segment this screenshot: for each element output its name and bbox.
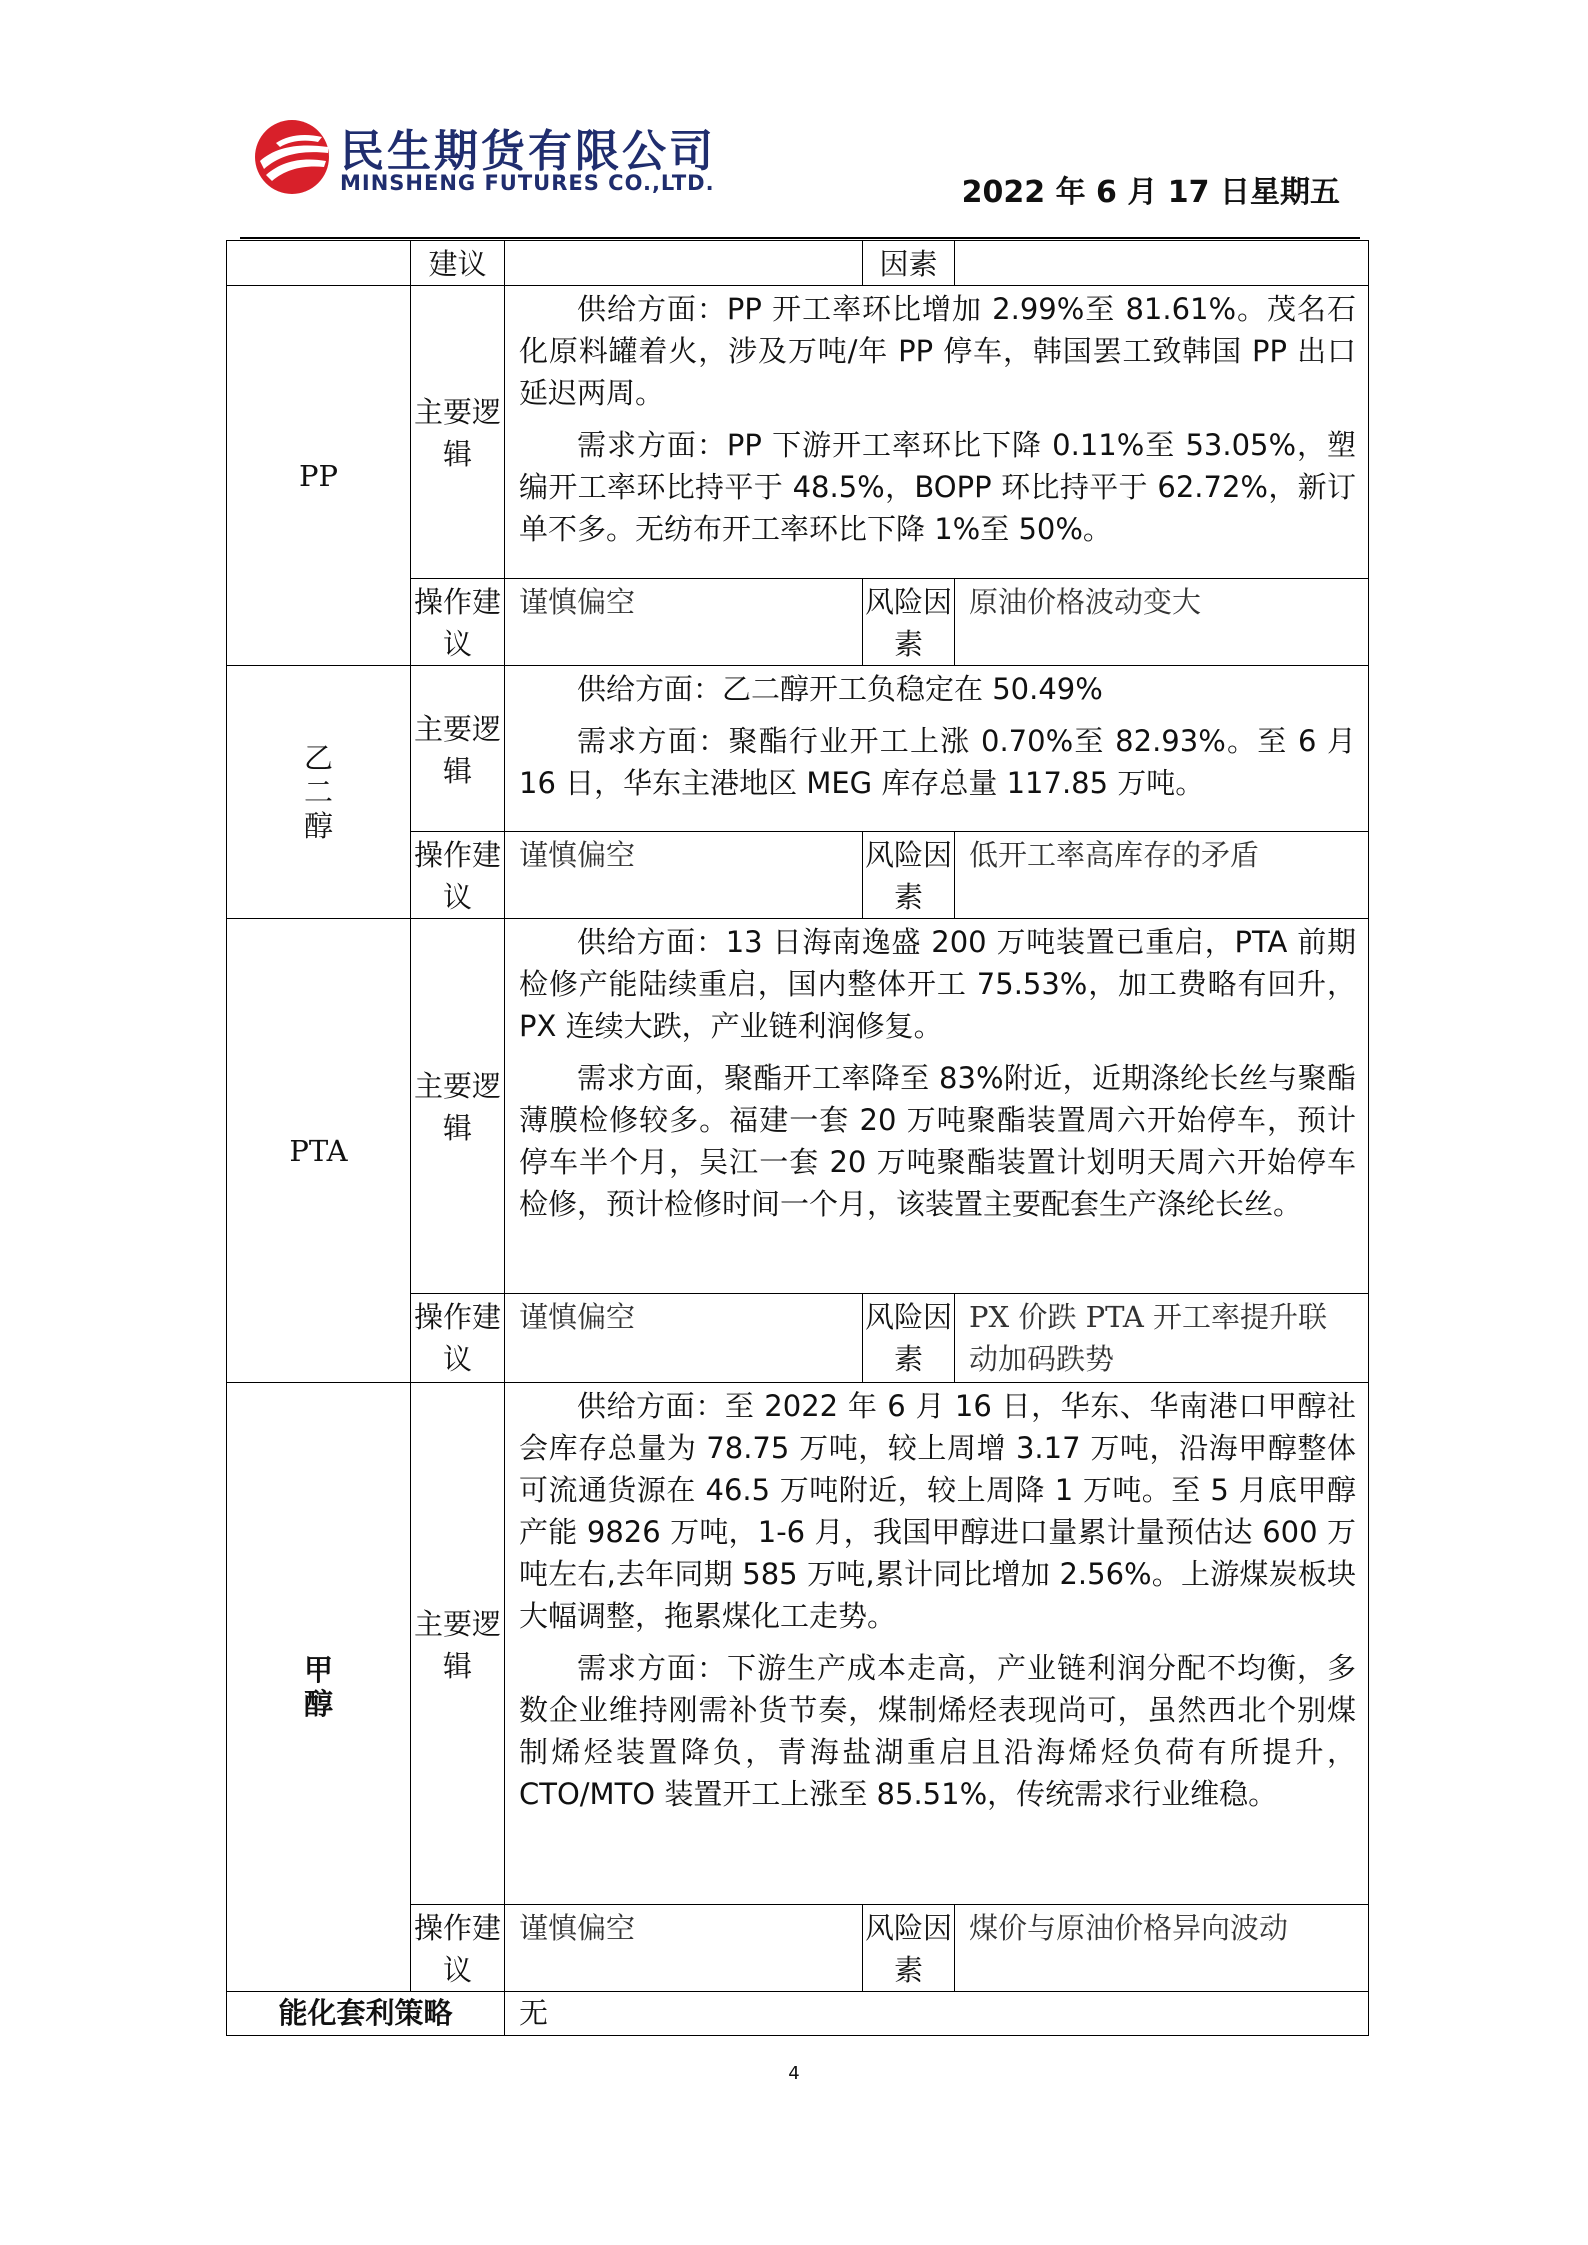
table-row-meg-logic [227, 666, 1369, 832]
label-main-logic: 主要逻辑 [411, 919, 505, 1294]
operation-value-methanol: 谨慎偏空 [505, 1905, 863, 1992]
label-main-logic: 主要逻辑 [411, 666, 505, 832]
product-name-meg: 乙二醇 [227, 666, 411, 919]
table-cell-empty [505, 241, 863, 286]
operation-value-meg: 谨慎偏空 [505, 832, 863, 919]
company-name-cn: 民生期货有限公司 [340, 126, 716, 177]
operation-value-pta: 谨慎偏空 [505, 1294, 863, 1383]
arbitrage-value: 无 [505, 1992, 1369, 2036]
demand-text: 需求方面，聚酯开工率降至 83%附近，近期涤纶长丝与聚酯薄膜检修较多。福建一套 20 万吨聚酯装置周六开始停车，预计停车半个月，吴江一套 20 万吨聚酯装置计划明天周六开始停车检修，预计检修时间一个月，该装置主要配套生产涤纶长丝。 [519, 1061, 1356, 1221]
supply-text: 供给方面：乙二醇开工负稳定在 50.49% [577, 672, 1103, 706]
table-row-continuation [227, 241, 1369, 286]
supply-text: 供给方面：至 2022 年 6 月 16 日，华东、华南港口甲醇社会库存总量为 78.75 万吨，较上周增 3.17 万吨，沿海甲醇整体可流通货源在 46.5 万吨附近，较上周降 1 万吨。至 5 月底甲醇产能 9826 万吨，1-6 月，我国甲醇进口量累计量预估达 600 万吨左右,去年同期 585 万吨,累计同比增加 2.56%。上游煤炭板块大幅调整，拖累煤化工走势。 [519, 1389, 1356, 1633]
report-date: 2022 年 6 月 17 日星期五 [961, 175, 1340, 210]
label-risk: 风险因素 [863, 832, 955, 919]
table-cell-empty [955, 241, 1369, 286]
label-operation: 操作建议 [411, 1905, 505, 1992]
logic-content-meg [505, 666, 1369, 832]
risk-value-pp: 原油价格波动变大 [955, 579, 1369, 666]
table-row-pta-logic [227, 919, 1369, 1294]
demand-text: 需求方面：聚酯行业开工上涨 0.70%至 82.93%。至 6 月 16 日，华东主港地区 MEG 库存总量 117.85 万吨。 [519, 724, 1356, 800]
company-logo-icon [252, 117, 332, 197]
demand-text: 需求方面：下游生产成本走高，产业链利润分配不均衡，多数企业维持刚需补货节奏，煤制烯烃表现尚可，虽然西北个别煤制烯烃装置降负，青海盐湖重启且沿海烯烃负荷有所提升，CTO/MTO 装置开工上涨至 85.51%，传统需求行业维稳。 [519, 1651, 1356, 1811]
table-row-arbitrage [227, 1992, 1369, 2036]
risk-value-meg: 低开工率高库存的矛盾 [955, 832, 1369, 919]
header-divider [240, 237, 1360, 239]
company-name-en: MINSHENG FUTURES CO.,LTD. [340, 171, 715, 195]
table-row-methanol-logic [227, 1383, 1369, 1905]
logic-content-pp [505, 286, 1369, 579]
table-cell-empty [227, 241, 411, 286]
label-risk: 风险因素 [863, 1905, 955, 1992]
logic-content-pta [505, 919, 1369, 1294]
label-factor-fragment: 因素 [863, 241, 955, 286]
product-name-pp: PP [227, 286, 411, 666]
logic-content-methanol [505, 1383, 1369, 1905]
label-operation: 操作建议 [411, 579, 505, 666]
page-number: 4 [788, 2063, 800, 2084]
table-row-pp-logic [227, 286, 1369, 579]
arbitrage-label: 能化套利策略 [227, 1992, 505, 2036]
label-main-logic: 主要逻辑 [411, 1383, 505, 1905]
supply-text: 供给方面：13 日海南逸盛 200 万吨装置已重启，PTA 前期检修产能陆续重启，国内整体开工 75.53%，加工费略有回升，PX 连续大跌，产业链利润修复。 [519, 925, 1356, 1043]
risk-value-pta: PX 价跌 PTA 开工率提升联动加码跌势 [955, 1294, 1369, 1383]
product-name-pta: PTA [227, 919, 411, 1383]
label-suggestion-fragment: 建议 [411, 241, 505, 286]
label-risk: 风险因素 [863, 579, 955, 666]
supply-text: 供给方面：PP 开工率环比增加 2.99%至 81.61%。茂名石化原料罐着火，涉及万吨/年 PP 停车，韩国罢工致韩国 PP 出口延迟两周。 [519, 292, 1356, 410]
label-operation: 操作建议 [411, 832, 505, 919]
product-name-methanol: 甲醇 [227, 1383, 411, 1992]
operation-value-pp: 谨慎偏空 [505, 579, 863, 666]
risk-value-methanol: 煤价与原油价格异向波动 [955, 1905, 1369, 1992]
page-header [240, 105, 1360, 235]
label-main-logic: 主要逻辑 [411, 286, 505, 579]
label-operation: 操作建议 [411, 1294, 505, 1383]
strategy-table [226, 240, 1369, 2036]
label-risk: 风险因素 [863, 1294, 955, 1383]
demand-text: 需求方面：PP 下游开工率环比下降 0.11%至 53.05%，塑编开工率环比持平于 48.5%，BOPP 环比持平于 62.72%，新订单不多。无纺布开工率环比下降 1%至 50%。 [519, 428, 1356, 546]
